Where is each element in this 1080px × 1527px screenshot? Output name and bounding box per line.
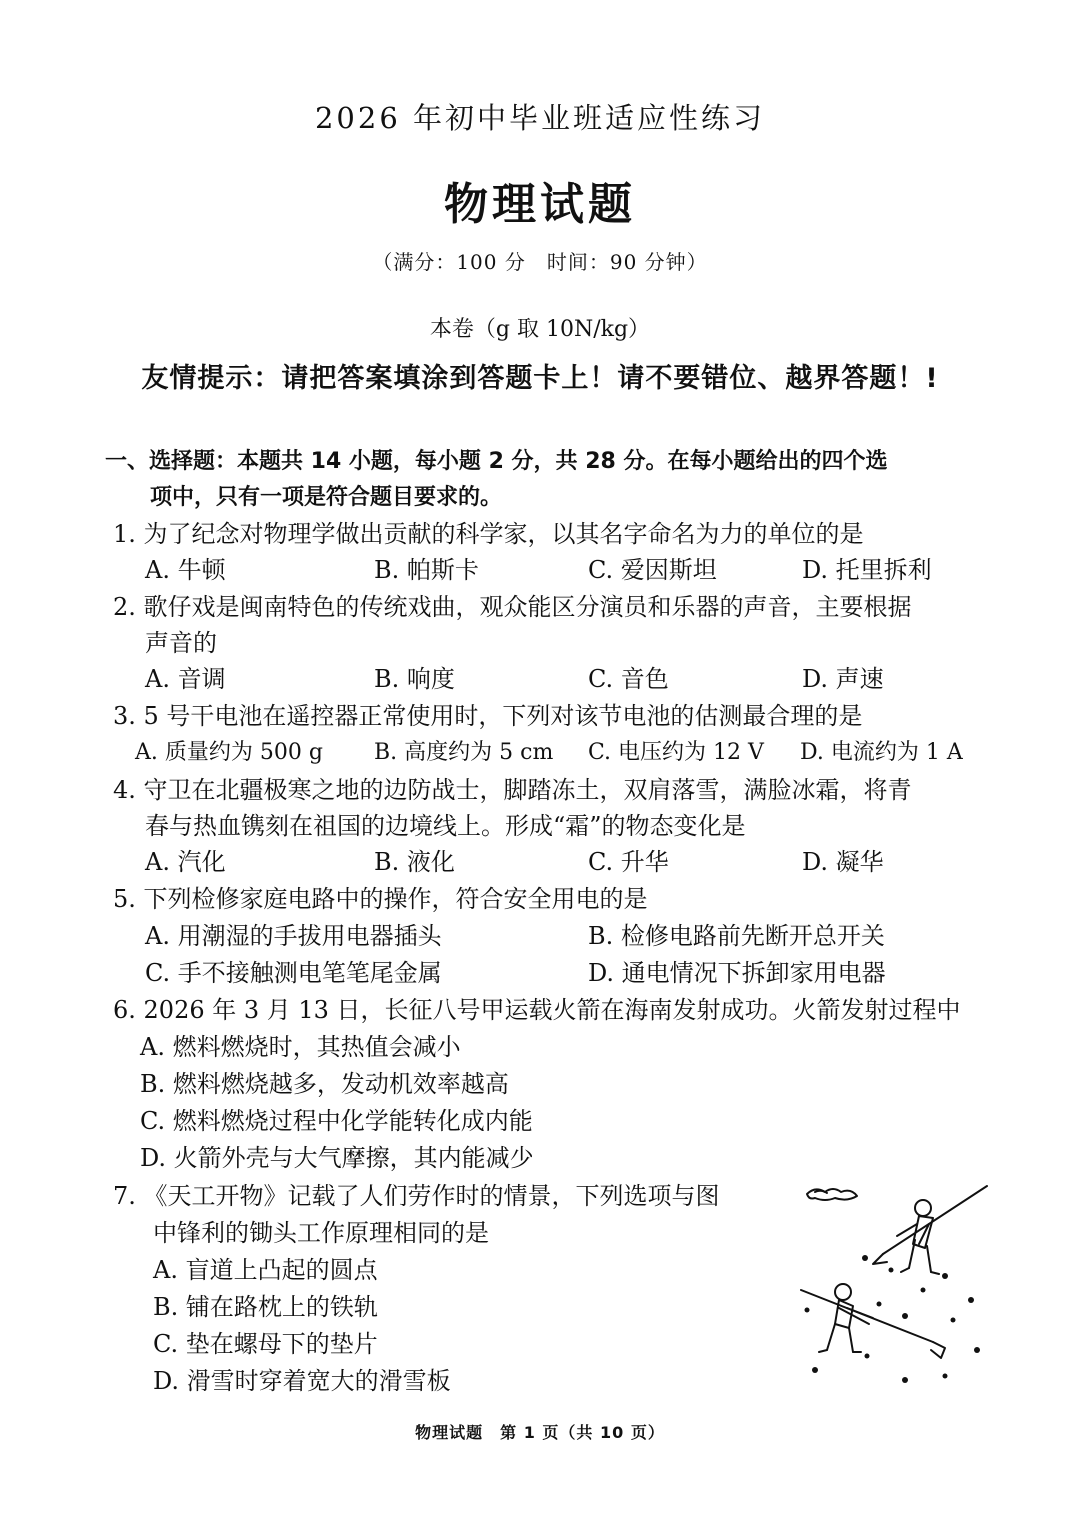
question-5-stem: 5. 下列检修家庭电路中的操作，符合安全用电的是 [113, 885, 648, 913]
question-5-option-b: B. 检修电路前先断开总开关 [588, 922, 885, 950]
question-6-stem: 6. 2026 年 3 月 13 日，长征八号甲运载火箭在海南发射成功。火箭发射过程中 [113, 996, 961, 1024]
question-1-stem: 1. 为了纪念对物理学做出贡献的科学家，以其名字命名为力的单位的是 [113, 520, 864, 548]
question-4-option-a: A. 汽化 [145, 848, 226, 876]
question-1-option-b: B. 帕斯卡 [374, 556, 479, 584]
exam-info: （满分：100 分 时间：90 分钟） [372, 250, 708, 274]
section-heading-cont: 项中，只有一项是符合题目要求的。 [150, 485, 503, 510]
page-footer: 物理试题 第 1 页（共 10 页） [415, 1423, 665, 1442]
question-3-option-b: B. 高度约为 5 cm [374, 740, 554, 765]
question-4-option-b: B. 液化 [374, 848, 455, 876]
question-1-option-d: D. 托里拆利 [802, 556, 932, 584]
question-2-option-d: D. 声速 [802, 665, 884, 693]
question-2-stem-cont: 声音的 [145, 629, 217, 657]
question-1-option-c: C. 爱因斯坦 [588, 556, 717, 584]
constant-note: 本卷（g 取 10N/kg） [429, 317, 651, 342]
question-3-option-a: A. 质量约为 500 g [135, 740, 323, 765]
subject-title: 物理试题 [444, 179, 636, 230]
question-5-option-c: C. 手不接触测电笔笔尾金属 [145, 959, 442, 987]
question-4-stem-cont: 春与热血镌刻在祖国的边境线上。形成“霜”的物态变化是 [145, 812, 746, 840]
question-7-option-c: C. 垫在螺母下的垫片 [153, 1330, 378, 1358]
question-7-option-d: D. 滑雪时穿着宽大的滑雪板 [153, 1367, 451, 1395]
question-6-option-a: A. 燃料燃烧时，其热值会减小 [140, 1033, 461, 1061]
question-5-option-a: A. 用潮湿的手拔用电器插头 [145, 922, 442, 950]
exam-title: 2026 年初中毕业班适应性练习 [314, 101, 766, 135]
reminder-text: 友情提示：请把答案填涂到答题卡上！请不要错位、越界答题！! [141, 363, 939, 394]
section-heading: 一、选择题：本题共 14 小题，每小题 2 分，共 28 分。在每小题给出的四个选 [105, 449, 888, 474]
question-2-option-c: C. 音色 [588, 665, 669, 693]
farmers-hoeing-illustration [795, 1180, 995, 1390]
question-3-option-c: C. 电压约为 12 V [588, 740, 764, 765]
question-6-option-c: C. 燃料燃烧过程中化学能转化成内能 [140, 1107, 533, 1135]
question-3-stem: 3. 5 号干电池在遥控器正常使用时，下列对该节电池的估测最合理的是 [113, 702, 863, 730]
question-7-option-b: B. 铺在路枕上的铁轨 [153, 1293, 378, 1321]
question-7-option-a: A. 盲道上凸起的圆点 [153, 1256, 378, 1284]
question-4-option-c: C. 升华 [588, 848, 669, 876]
question-4-stem: 4. 守卫在北疆极寒之地的边防战士，脚踏冻土，双肩落雪，满脸冰霜，将青 [113, 776, 912, 804]
question-4-option-d: D. 凝华 [802, 848, 884, 876]
question-7-stem: 7. 《天工开物》记载了人们劳作时的情景，下列选项与图 [113, 1182, 720, 1210]
question-5-option-d: D. 通电情况下拆卸家用电器 [588, 959, 886, 987]
question-2-option-a: A. 音调 [145, 665, 226, 693]
question-6-option-d: D. 火箭外壳与大气摩擦，其内能减少 [140, 1144, 534, 1172]
question-6-option-b: B. 燃料燃烧越多，发动机效率越高 [140, 1070, 509, 1098]
question-2-option-b: B. 响度 [374, 665, 455, 693]
question-7-stem-cont: 中锋利的锄头工作原理相同的是 [153, 1219, 489, 1247]
question-2-stem: 2. 歌仔戏是闽南特色的传统戏曲，观众能区分演员和乐器的声音，主要根据 [113, 593, 912, 621]
question-3-option-d: D. 电流约为 1 A [800, 740, 963, 765]
question-1-option-a: A. 牛顿 [145, 556, 226, 584]
